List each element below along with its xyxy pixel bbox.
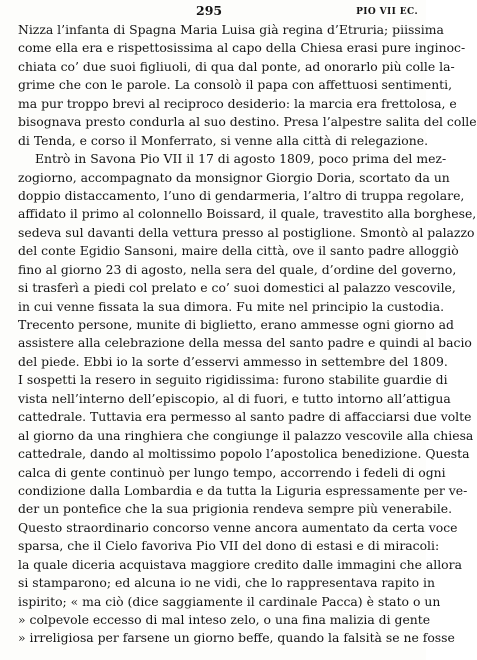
text-line: del conte Egidio Sansoni, maire della città, ove il santo padre alloggiò xyxy=(18,243,459,259)
text-line: Nizza l’infanta di Spagna Maria Luisa già regina d’Etruria; piissima xyxy=(18,22,444,37)
text-line: fino al giorno 23 di agosto, nella sera del quale, d’ordine del governo, xyxy=(18,261,457,277)
text-line: la quale diceria acquistava maggiore credito dalle immagini che allora xyxy=(18,556,462,572)
text-line: vista nell’interno dell’episcopio, al di fuori, e tutto intorno all’attigua xyxy=(18,390,451,406)
text-line: del piede. Ebbi io la sorte d’esservi ammesso in settembre del 1809. xyxy=(18,353,448,369)
text-line: in cui venne fissata la sua dimora. Fu mite nel principio la custodia. xyxy=(18,298,445,314)
text-line: » colpevole eccesso di mal inteso zelo, o una fina malizia di gente xyxy=(18,612,431,627)
page-header xyxy=(0,3,426,19)
page-number: 295 xyxy=(196,3,223,18)
text-line: affidato il primo al colonnello Boissard, il quale, travestito alla borghese, xyxy=(18,206,477,222)
text-line: condizione dalla Lombardia e da tutta la Liguria espressamente per ve- xyxy=(18,482,468,498)
text-line: Entrò in Savona Pio VII il 17 di agosto 1809, poco prima del mez- xyxy=(35,151,447,167)
text-line: si stamparono; ed alcuna io ne vidi, che lo rappresentava rapito in xyxy=(18,575,435,591)
text-line: bisognava presto condurla al suo destino. Presa l’alpestre salita del colle xyxy=(18,114,477,130)
text-line: come ella era e rispettosissima al capo della Chiesa erasi pure inginoc- xyxy=(18,40,466,56)
text-line: sparsa, che il Cielo favoriva Pio VII del dono di estasi e di miracoli: xyxy=(18,538,440,554)
text-line: assistere alla celebrazione della messa del santo padre e quindi al bacio xyxy=(18,335,472,351)
text-line: cattedrale. Tuttavia era permesso al santo padre di affacciarsi due volte xyxy=(18,409,472,425)
text-line: si trasferì a piedi col prelato e co’ suoi domestici al palazzo vescovile, xyxy=(18,280,456,296)
text-line: zogiorno, accompagnato da monsignor Giorgio Doria, scortato da un xyxy=(18,169,450,185)
text-line: sedeva sul davanti della vettura presso al postiglione. Smontò al palazzo xyxy=(18,224,475,240)
running-head: PIO VII EC. xyxy=(356,7,418,17)
text-line: Questo straordinario concorso venne ancora aumentato da certa voce xyxy=(18,519,458,535)
text-line: doppio distaccamento, l’uno di gendarmeria, l’altro di truppa regolare, xyxy=(18,187,465,203)
text-line: ma pur troppo brevi al reciproco desiderio: la marcia era frettolosa, e xyxy=(18,95,457,111)
text-line: al giorno da una ringhiera che congiunge il palazzo vescovile alla chiesa xyxy=(18,427,474,443)
text-line: di Tenda, e corso il Monferrato, si venne alla città di relegazione. xyxy=(18,132,429,148)
text-line: cattedrale, dando al moltissimo popolo l’apostolica benedizione. Questa xyxy=(18,446,470,462)
body-text xyxy=(18,21,477,648)
text-line: ispirito; « ma ciò (dice saggiamente il cardinale Pacca) è stato o un xyxy=(18,593,441,609)
text-line: calca di gente continuò per lungo tempo, accorrendo i fedeli di ogni xyxy=(18,464,446,480)
text-line: der un pontefice che la sua prigionia rendeva sempre più venerabile. xyxy=(18,501,453,517)
text-line: I sospetti la resero in seguito rigidissima: furono stabilite guardie di xyxy=(18,372,448,388)
text-line: » irreligiosa per farsene un giorno beffe, quando la falsità se ne fosse xyxy=(18,630,455,646)
text-line: Trecento persone, munite di biglietto, erano ammesse ogni giorno ad xyxy=(18,317,454,332)
text-line: grime che con le parole. La consolò il papa con affettuosi sentimenti, xyxy=(18,77,453,93)
text-line: chiata co’ due suoi figliuoli, di qua dal ponte, ad onorarlo più colle la- xyxy=(18,58,455,74)
